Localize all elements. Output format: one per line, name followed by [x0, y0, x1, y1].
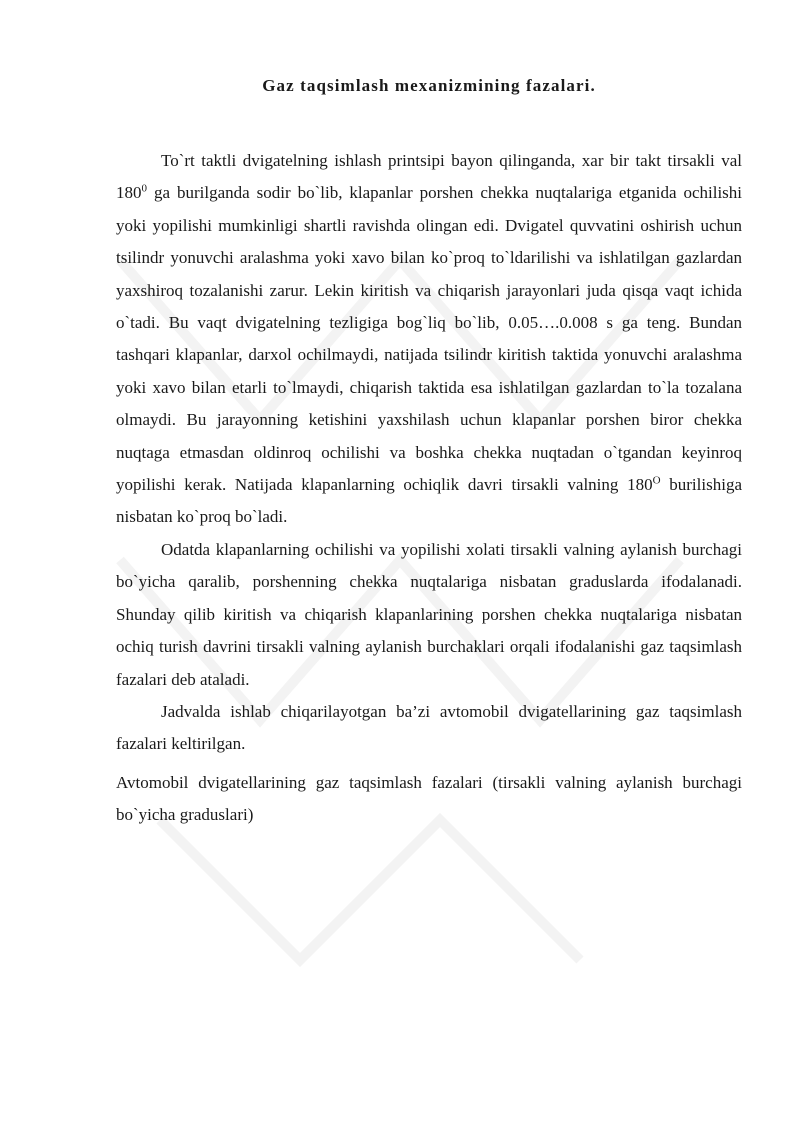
paragraph-1-part-c: burilishiga nisbatan ko`proq bo`ladi.	[116, 475, 742, 527]
paragraph-1	[116, 145, 742, 534]
paragraph-1-part-a: To`rt taktli dvigatelning ishlash printsipi bayon qilinganda, xar bir takt tirsakli val 180	[116, 151, 742, 203]
document-body	[116, 145, 742, 832]
degree-superscript: 0	[141, 182, 147, 195]
page-title: Gaz taqsimlash mexanizmining fazalari.	[262, 76, 596, 95]
paragraph-3: Jadvalda ishlab chiqarilayotgan ba’zi avtomobil dvigatellarining gaz taqsimlash fazalari keltirilgan.	[116, 701, 742, 754]
table-caption: Avtomobil dvigatellarining gaz taqsimlash fazalari (tirsakli valning aylanish burchagi bo`yicha graduslari)	[116, 772, 742, 825]
paragraph-1-part-b: ga burilganda sodir bo`lib, klapanlar porshen chekka nuqtalariga etganida ochilishi yoki yopilishi mumkinligi shartli ravishda olingan edi. Dvigatel quvvatini oshirish uchun tsilindr yonuvchi aralashma yoki xavo bilan ko`proq to`ldarilishi va ishlatilgan gazlardan yaxshiroq tozalanishi zarur. Lekin kiritish va chiqarish jarayonlari juda qisqa vaqt ichida o`tadi. Bu vaqt dvigatelning tezligiga bog`liq bo`lib, 0.05….0.008 s ga teng. Bundan tashqari klapanlar, darxol ochilmaydi, natijada tsilindr kiritish taktida yonuvchi aralashma yoki xavo bilan etarli to`lmaydi, chiqarish taktida esa ishlatilgan gazlardan to`la tozalana olmaydi. Bu jarayonning ketishini yaxshilash uchun klapanlar porshen biror chekka nuqtaga etmasdan oldinroq ochilishi va boshka chekka nuqtadan o`tgandan keyinroq yopilishi kerak. Natijada klapanlarning ochiqlik davri tirsakli valning 180	[116, 183, 742, 495]
paragraph-2: Odatda klapanlarning ochilishi va yopilishi xolati tirsakli valning aylanish burchagi bo`yicha qaralib, porshenning chekka nuqtalariga nisbatan graduslarda ifodalanadi. Shunday qilib kiritish va chiqarish klapanlarining porshen chekka nuqtalariga nisbatan ochiq turish davrini tirsakli valning aylanish burchaklari orqali ifodalanishi gaz taqsimlash fazalari deb ataladi.	[116, 539, 742, 689]
degree-superscript-2: O	[652, 474, 661, 487]
